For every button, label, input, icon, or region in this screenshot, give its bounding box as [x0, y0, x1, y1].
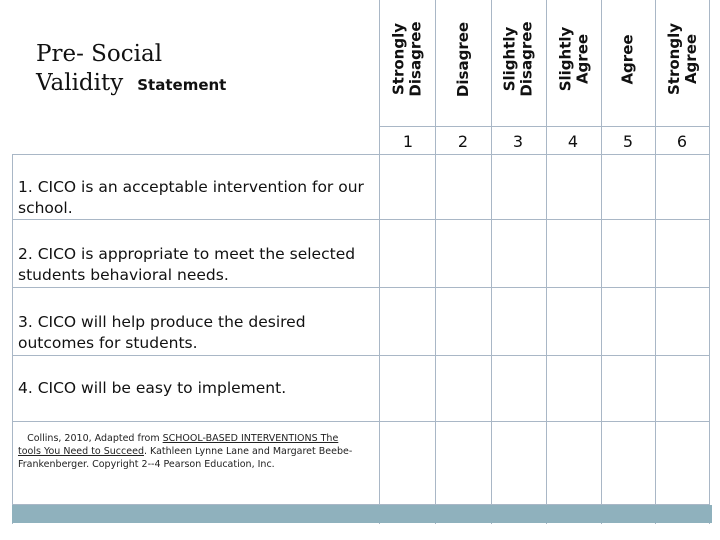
column-header-slightly-agree: Slightly Agree — [556, 26, 591, 92]
column-number: 5 — [622, 132, 634, 151]
statement-3: 3. CICO will help produce the desired outcomes for students. — [18, 313, 306, 352]
column-divider — [709, 0, 710, 524]
row-divider — [12, 287, 710, 288]
row-divider — [379, 126, 710, 127]
row-divider — [12, 355, 710, 356]
column-number: 2 — [457, 132, 469, 151]
title-line-2: Validity — [36, 70, 124, 96]
statement-2: 2. CICO is appropriate to meet the selected students behavioral needs. — [18, 245, 356, 284]
citation-text: Collins, 2010, Adapted from SCHOOL-BASED INTERVENTIONS The tools You Need to Succeed. Kathleen Lynne Lane and Margaret Beebe-Frankenberger. Copyright 2--4 Pearson Education, Inc. — [18, 433, 353, 470]
title-line-1: Pre- Social — [36, 41, 163, 67]
statement-4: 4. CICO will be easy to implement. — [18, 379, 287, 397]
column-header-agree: Agree — [619, 33, 637, 85]
statement-1: 1. CICO is an acceptable intervention for our school. — [18, 178, 364, 217]
column-number: 1 — [402, 132, 414, 151]
row-divider — [12, 421, 710, 422]
page-title — [36, 40, 226, 100]
column-header-disagree: Disagree — [454, 21, 472, 97]
column-header-strongly-agree: Strongly Agree — [664, 22, 700, 96]
row-divider — [12, 219, 710, 220]
column-number: 4 — [567, 132, 579, 151]
citation-book-title: SCHOOL-BASED INTERVENTIONS The tools You Need to Succeed — [18, 433, 339, 457]
column-divider — [12, 154, 13, 524]
statement-column-label: Statement — [137, 76, 227, 94]
column-header-strongly-disagree: Strongly Disagree — [389, 21, 425, 97]
column-number: 3 — [512, 132, 524, 151]
column-header-slightly-disagree: Slightly Disagree — [501, 21, 536, 97]
footer-bar — [12, 505, 712, 523]
column-number: 6 — [676, 132, 688, 151]
row-divider — [12, 154, 710, 155]
